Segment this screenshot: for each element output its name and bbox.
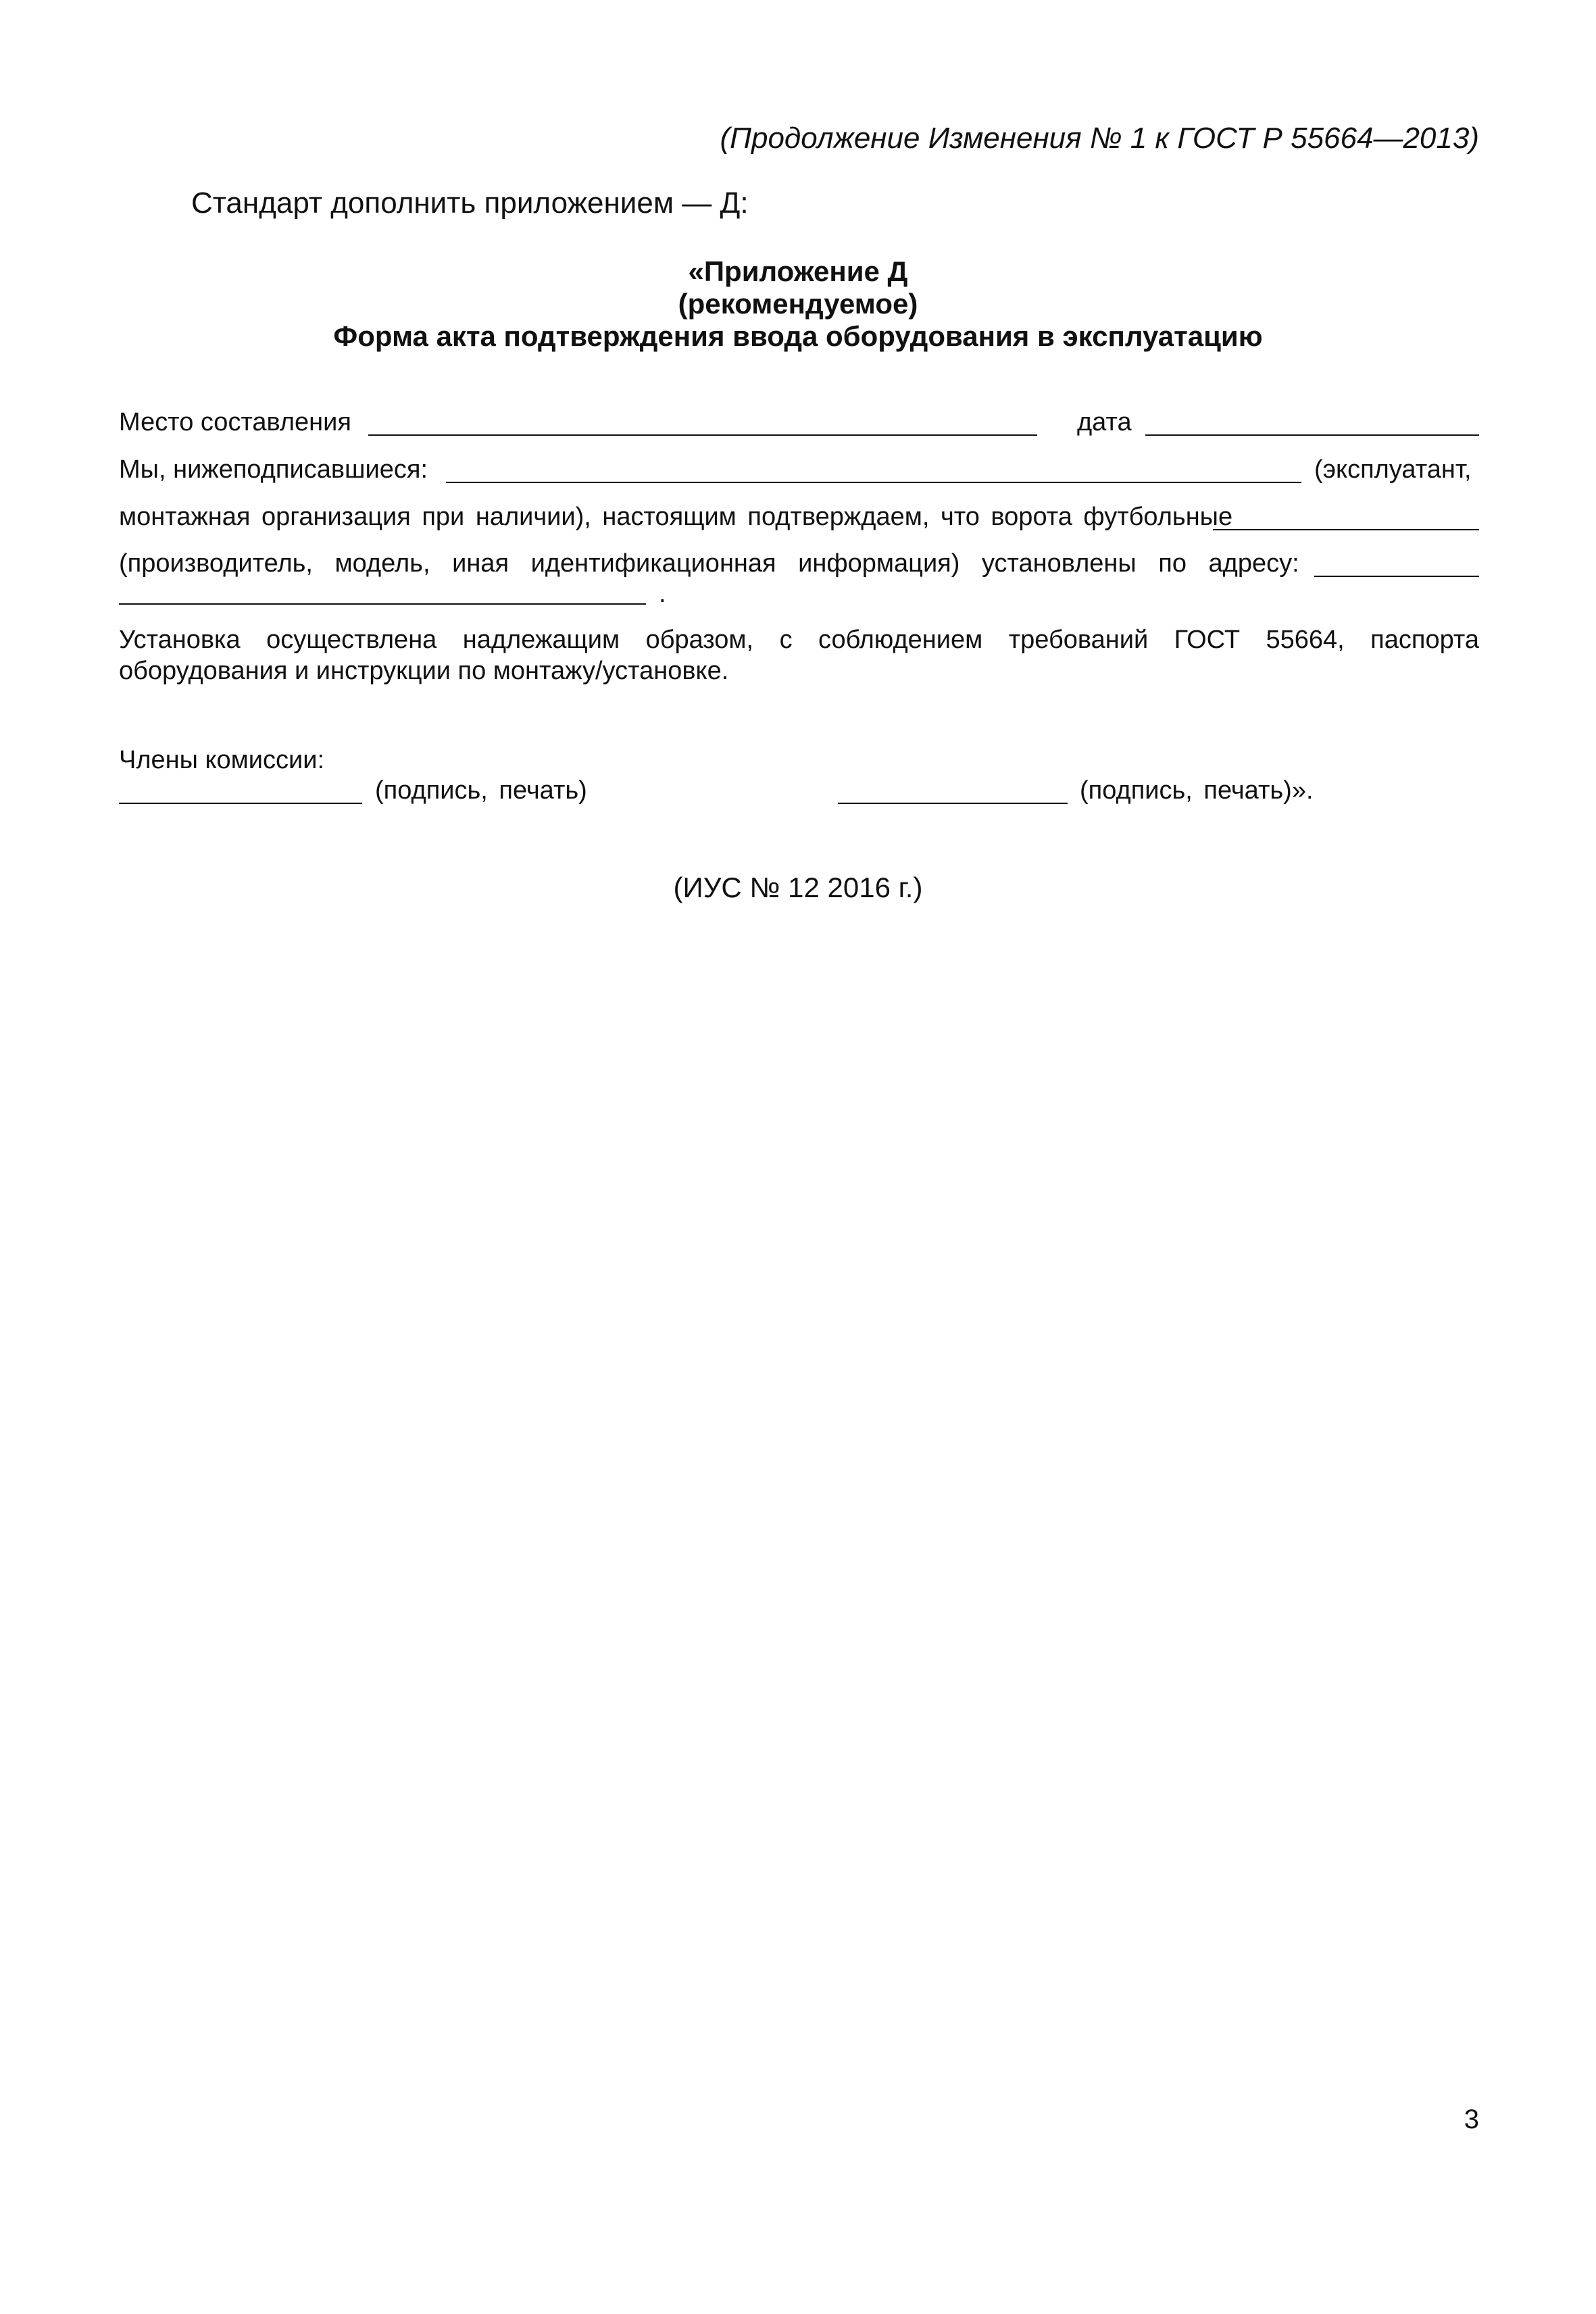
continuation-note: (Продолжение Изменения № 1 к ГОСТ Р 55664—2013) [720, 122, 1479, 155]
signature-field-1[interactable] [119, 803, 362, 804]
appendix-title-line3: Форма акта подтверждения ввода оборудования в эксплуатацию [333, 320, 1263, 352]
undersigned-field[interactable] [446, 482, 1301, 483]
address-field-2[interactable] [119, 603, 646, 605]
undersigned-label: Мы, нижеподписавшиеся: [119, 455, 428, 484]
signature-label-1: (подпись, печать) [375, 776, 587, 805]
page-number: 3 [1464, 2105, 1479, 2134]
intro-text: Стандарт дополнить приложением — Д: [191, 186, 749, 220]
date-field[interactable] [1145, 434, 1479, 436]
appendix-title [0, 255, 1596, 353]
place-field[interactable] [368, 434, 1037, 436]
gates-field[interactable] [1213, 529, 1479, 530]
ius-note: (ИУС № 12 2016 г.) [673, 872, 923, 903]
appendix-title-line2: (рекомендуемое) [678, 288, 918, 320]
place-label: Место составления [119, 408, 351, 436]
signature-field-2[interactable] [838, 803, 1068, 804]
appendix-title-line1: «Приложение Д [688, 255, 908, 287]
address-field-1[interactable] [1314, 576, 1479, 577]
confirmation-text: монтажная организация при наличии), настоящим подтверждаем, что ворота футбольные [119, 503, 1233, 531]
signature-label-2: (подпись, печать)». [1080, 776, 1314, 805]
operator-label: (эксплуатант, [1314, 455, 1472, 484]
commission-label: Члены комиссии: [119, 746, 325, 774]
address-period: . [659, 580, 666, 608]
date-label: дата [1077, 408, 1132, 436]
manufacturer-text: (производитель, модель, иная идентификационная информация) установлены по адресу: [119, 549, 1299, 578]
installation-paragraph: Установка осуществлена надлежащим образом, с соблюдением требований ГОСТ 55664, паспорта оборудования и инструкции по монтажу/установке. [119, 626, 1479, 685]
